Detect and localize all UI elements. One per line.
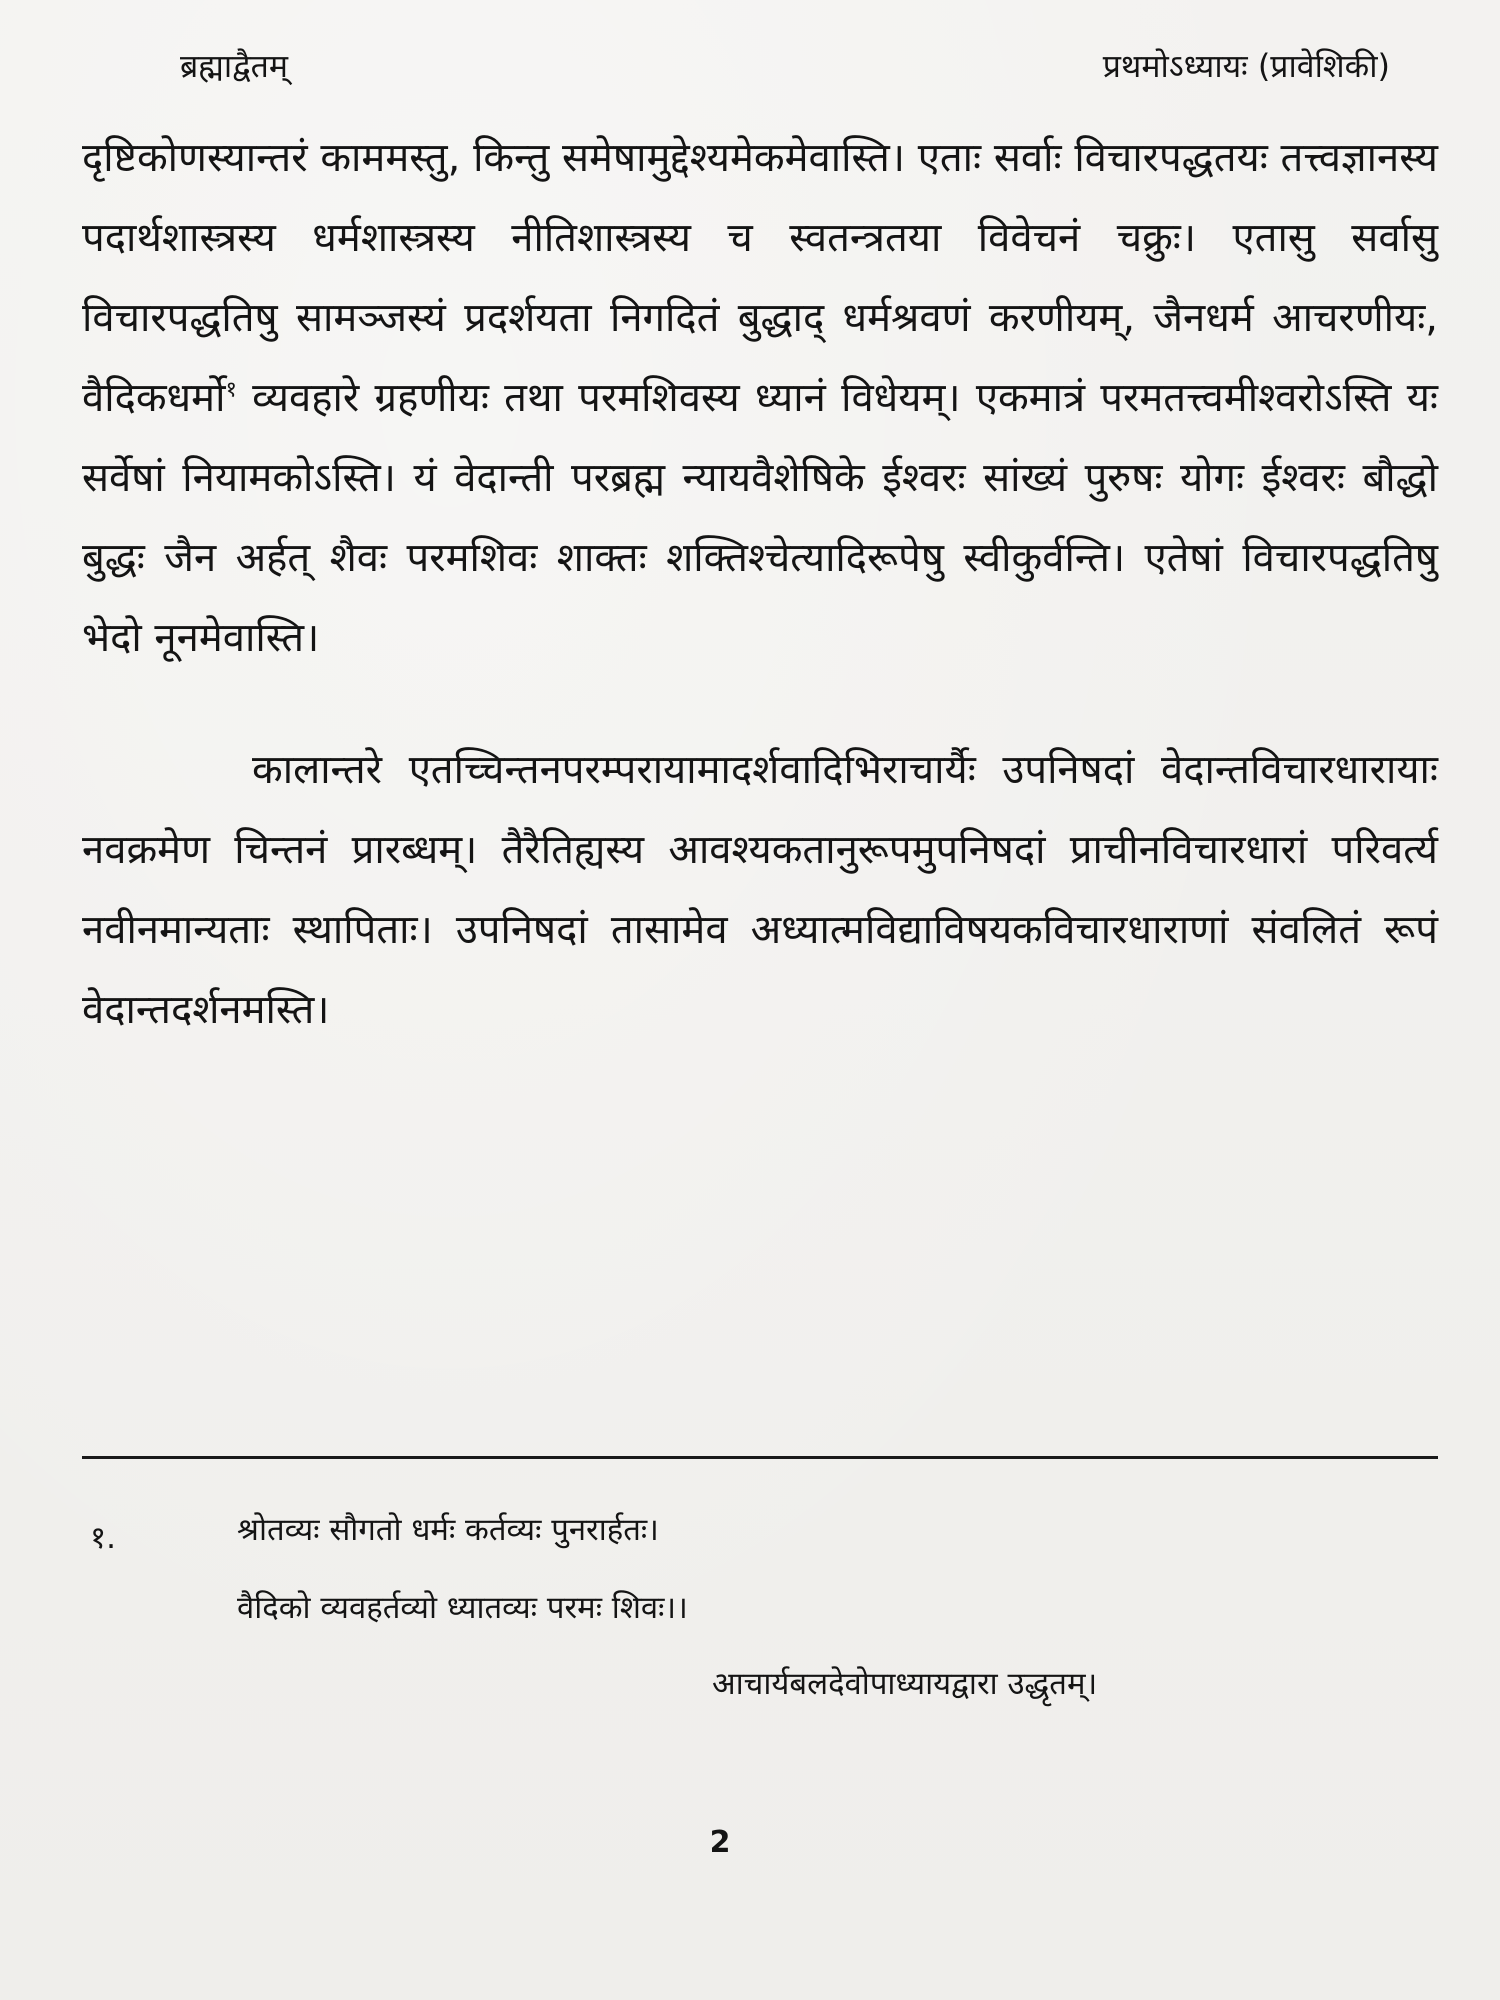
book-title: ब्रह्माद्वैतम् xyxy=(180,47,288,85)
footnote-verse-line-2: वैदिको व्यवहर्तव्यो ध्यातव्यः परमः शिवः।। xyxy=(237,1590,688,1626)
running-header xyxy=(0,44,1500,104)
footnote-divider xyxy=(82,1456,1438,1459)
footnote-reference: १ xyxy=(225,377,237,403)
page-number: 2 xyxy=(709,1825,731,1860)
chapter-title: प्रथमोऽध्यायः (प्रावेशिकी) xyxy=(1102,47,1390,85)
paragraph-1-text-a: दृष्टिकोणस्यान्तरं काममस्तु, किन्तु समेषामुद्देश्यमेकमेवास्ति। एताः सर्वाः विचारपद्धतयः तत्त्वज्ञानस्य पदार्थशास्त्रस्य धर्मशास्त्रस्य नीतिशास्त्रस्य च स्वतन्त्रतया विवेचनं चक्रुः। एतासु सर्वासु विचारपद्धतिषु सामञ्जस्यं प्रदर्शयता निगदितं बुद्धाद् धर्मश्रवणं करणीयम्, जैनधर्म आचरणीयः, वैदिकधर्मो xyxy=(82,135,1438,421)
paragraph-2: कालान्तरे एतच्चिन्तनपरम्परायामादर्शवादिभिराचार्यैः उपनिषदां वेदान्तविचारधारायाः नवक्रमेण चिन्तनं प्रारब्धम्। तैरैतिह्यस्य आवश्यकतानुरूपमुपनिषदां प्राचीनविचारधारां परिवर्त्य नवीनमान्यताः स्थापिताः। उपनिषदां तासामेव अध्यात्मविद्याविषयकविचारधाराणां संवलितं रूपं वेदान्तदर्शनमस्ति। xyxy=(82,747,1438,1033)
footnote-verse-line-1: श्रोतव्यः सौगतो धर्मः कर्तव्यः पुनरार्हतः। xyxy=(237,1512,659,1548)
paragraph-1 xyxy=(82,118,1438,678)
footnote-number: १. xyxy=(90,1520,116,1556)
paragraph-1-text-b: व्यवहारे ग्रहणीयः तथा परमशिवस्य ध्यानं विधेयम्। एकमात्रं परमतत्त्वमीश्वरोऽस्ति यः सर्वेषां नियामकोऽस्ति। यं वेदान्ती परब्रह्म न्यायवैशेषिके ईश्वरः सांख्यं पुरुषः योगः ईश्वरः बौद्धो बुद्धः जैन अर्हत् शैवः परमशिवः शाक्तः शक्तिश्चेत्यादिरूपेषु स्वीकुर्वन्ति। एतेषां विचारपद्धतिषु भेदो नूनमेवास्ति। xyxy=(82,375,1438,661)
main-text xyxy=(82,118,1438,1050)
footnote-attribution: आचार्यबलदेवोपाध्यायद्वारा उद्धृतम्। xyxy=(712,1666,1098,1702)
